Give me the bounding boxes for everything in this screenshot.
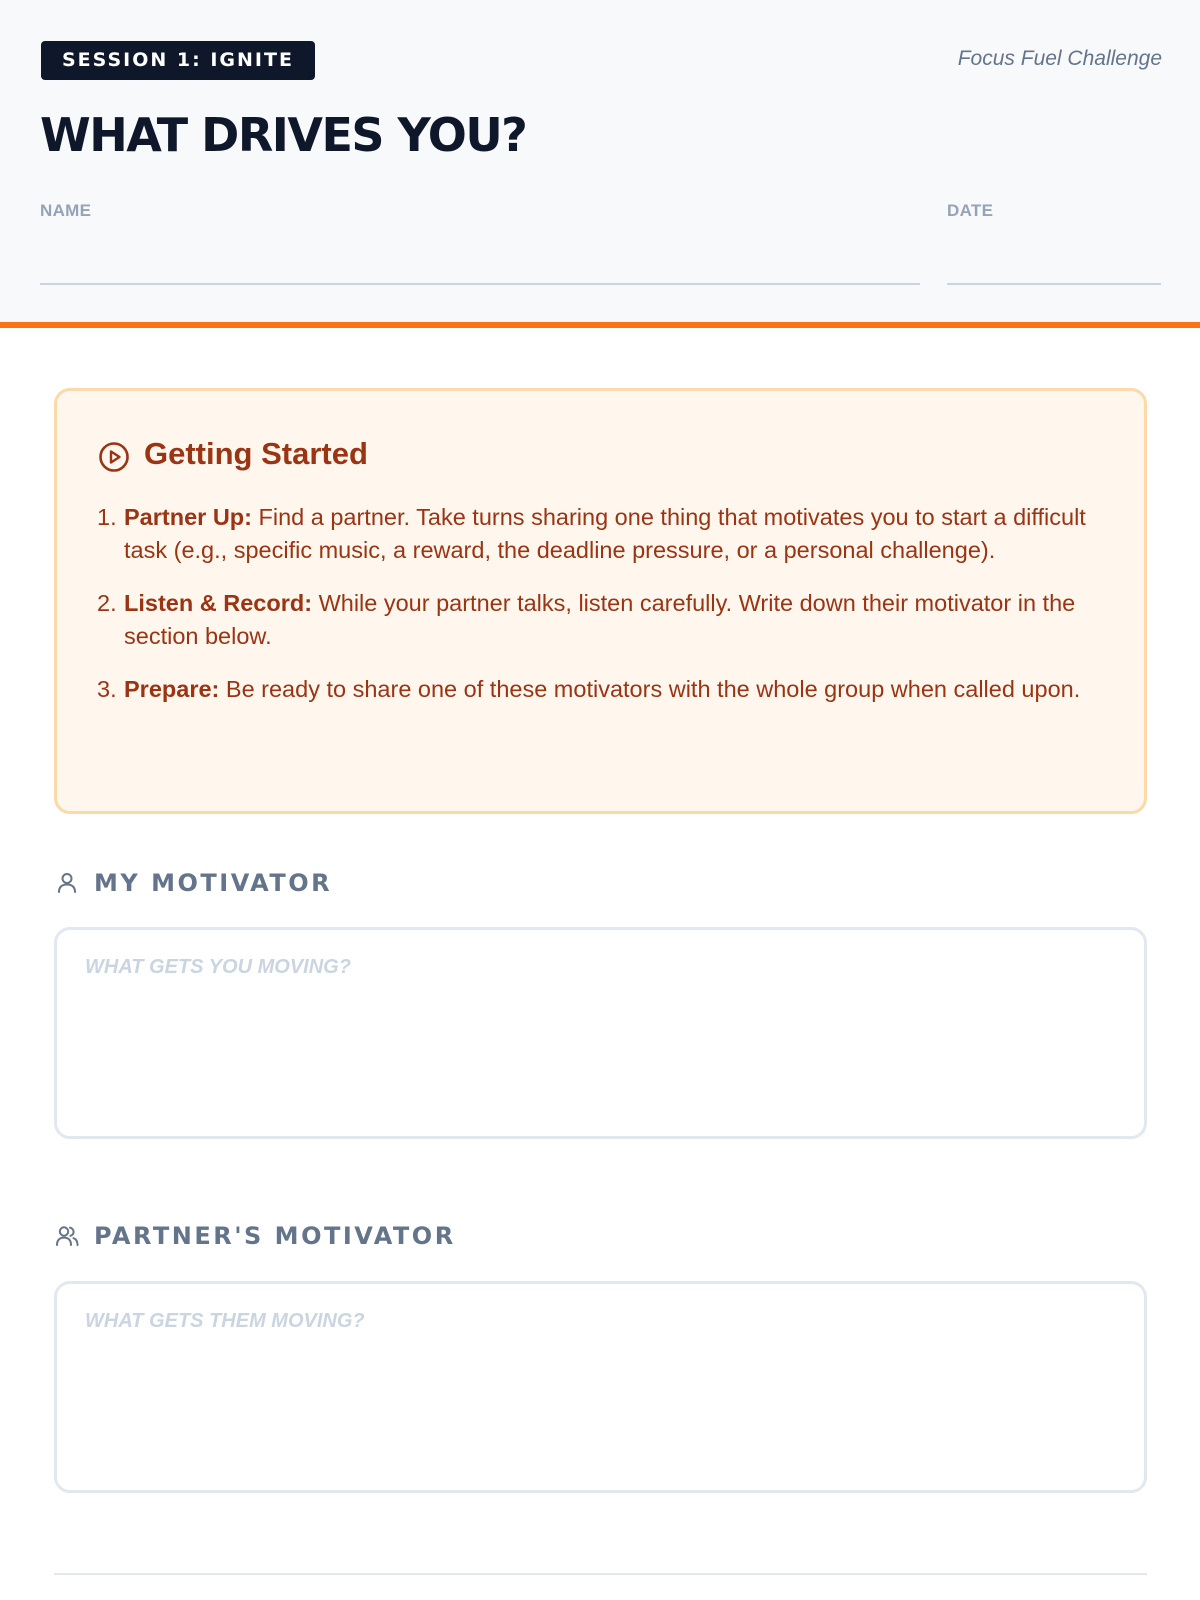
partner-motivator-title: PARTNER'S MOTIVATOR [94,1222,456,1250]
session-badge: SESSION 1: IGNITE [41,41,315,80]
getting-started-title: Getting Started [144,436,368,471]
step-number: 1. [97,504,117,530]
step-text: While your partner talks, listen carefully. Write down their motivator in the section below. [124,590,1076,649]
date-label: DATE [947,201,994,220]
brand-name: Focus Fuel Challenge [957,47,1162,70]
getting-started-card [54,388,1147,814]
bottom-divider [54,1573,1147,1575]
my-motivator-title: MY MOTIVATOR [94,869,333,897]
my-motivator-heading [54,866,332,900]
partner-motivator-heading [54,1219,456,1253]
steps-list [97,501,1107,726]
date-field[interactable] [947,283,1161,285]
step-item [97,501,1107,567]
step-text: Be ready to share one of these motivators with the whole group when called upon. [225,676,1081,702]
user-icon [54,870,80,896]
partner-motivator-input[interactable] [54,1281,1147,1493]
my-motivator-input[interactable] [54,927,1147,1139]
step-item [97,673,1107,706]
play-circle-icon [98,441,130,473]
step-number: 2. [97,590,117,616]
page-title: WHAT DRIVES YOU? [40,108,527,162]
step-item [97,587,1107,653]
step-label: Listen & Record: [124,590,313,616]
step-label: Partner Up: [124,504,252,530]
step-number: 3. [97,676,117,702]
step-label: Prepare: [124,676,220,702]
step-text: Find a partner. Take turns sharing one thing that motivates you to start a difficult task (e.g., specific music, a reward, the deadline pressure, or a personal challenge). [124,504,1086,563]
name-label: NAME [40,201,92,220]
name-field[interactable] [40,283,920,285]
users-icon [54,1223,80,1249]
worksheet-header [0,0,1200,328]
